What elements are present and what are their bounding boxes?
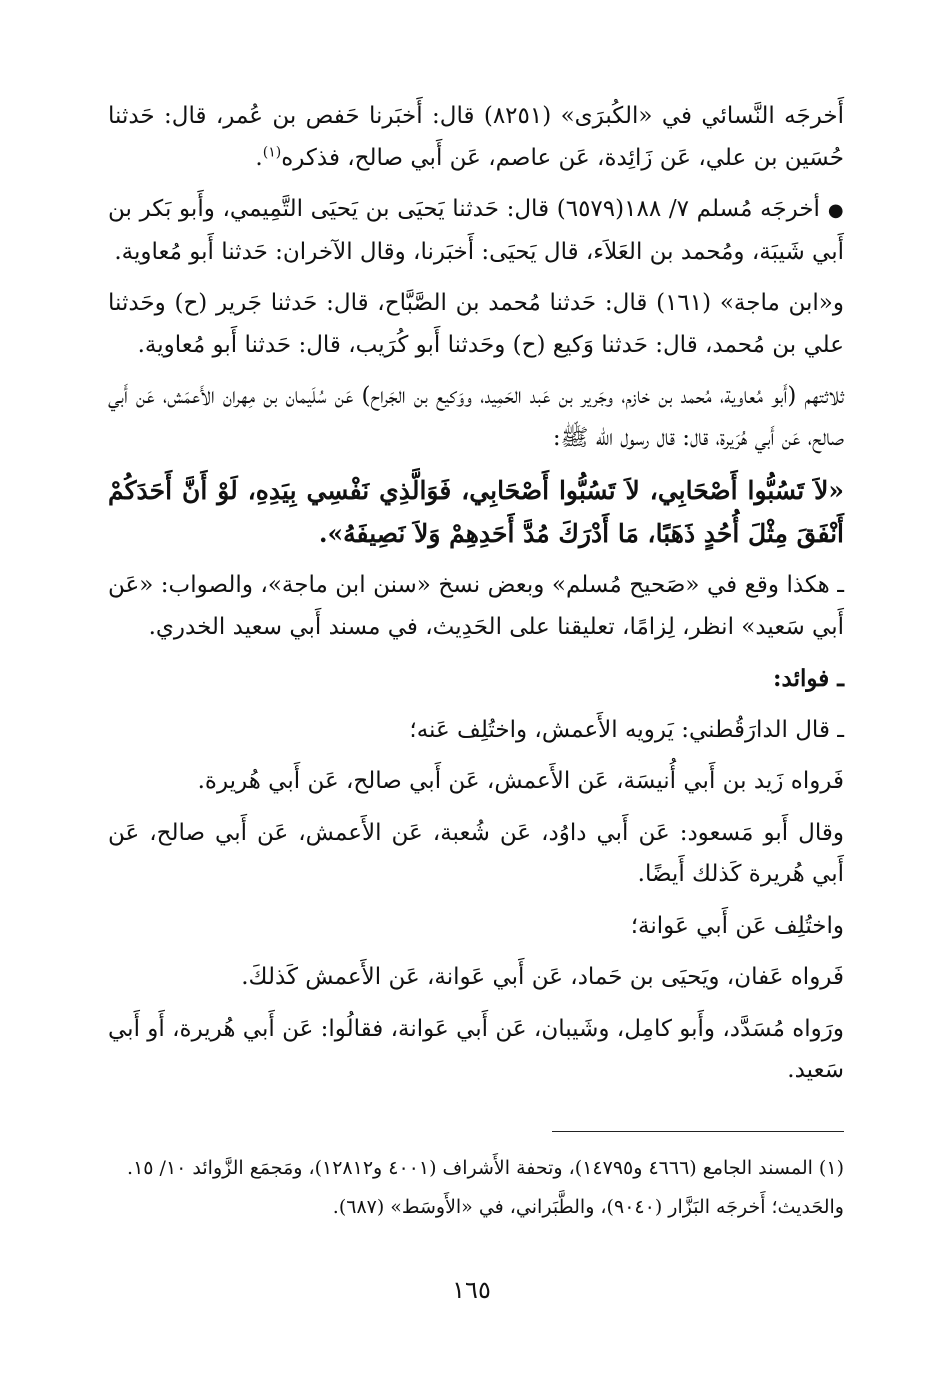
footnote-divider <box>552 1131 844 1132</box>
hadith-text: «لاَ تَسُبُّوا أَصْحَابِي، لاَ تَسُبُّوا أَصْحَابِي، فَوَالَّذِي نَفْسِي بِيَدِهِ، لَوْ أَنَّ أَحَدَكُمْ أَنْفَقَ مِثْلَ أُحُدٍ ذَهَبًا، مَا أَدْرَكَ مُدَّ أَحَدِهِمْ وَلاَ نَصِيفَهُ». <box>108 476 844 548</box>
main-text <box>108 96 844 1102</box>
paragraph-nasai-end: . <box>255 144 263 171</box>
paragraph-zayd: فَرواه زَيد بن أَبي أُنيسَة، عَن الأَعمش، عَن أَبي صالح، عَن أَبي هُريرة. <box>197 768 844 794</box>
footnote-1: (١) المسند الجامع (٤٦٦٦ و١٤٧٩٥)، وتحفة الأَشراف (٤٠٠١ و١٢٨١٢)، ومَجمَع الزَّوائد ١٠/ ١٥. <box>127 1157 844 1179</box>
footnote-2: والحَديث؛ أَخرجَه البَزَّار (٩٠٤٠)، والطَّبَراني، في «الأَوسَط» (٦٨٧). <box>332 1196 844 1218</box>
paragraph-musaddad: ورَواه مُسَدَّد، وأَبو كامِل، وشَيبان، عَن أَبي عَوانة، فقالُوا: عَن أَبي هُريرة، أَو أَبي سَعيد. <box>108 1015 844 1083</box>
paragraph-daraqutni: ـ قال الدارَقُطني: يَرويه الأَعمش، واختُلِف عَنه؛ <box>409 716 844 743</box>
paragraph-muslim <box>108 189 844 273</box>
paragraph-correction: ـ هكذا وقع في «صَحيح مُسلم» وبعض نسخ «سنن ابن ماجة»، والصواب: «عَن أَبي سَعيد» انظر، لِزامًا، تعليقنا على الحَدِيث، في مسند أَبي سعيد الخدري. <box>108 572 844 640</box>
paragraph-chains: ثلاثتهم (أَبو مُعاوية، مُحمد بن خازم، وجَرير بن عَبد الحَمِيد، ووَكيع بن الجَراح) عَن سُلَيمان بن مِهران الأَعمَش، عَن أَبي صالح، عَن أَبي هُرَيرة، قال: قال رسول الله ﷺ: <box>108 383 844 451</box>
paragraph-muslim-text: أخرجَه مُسلم ٧/ ١٨٨(٦٥٧٩) قال: حَدثنا يَحيَى بن يَحيَى التَّمِيمي، وأَبو بَكر بن أَبي شَيبَة، ومُحمد بن العَلاَء، قال يَحيَى: أَخبَرنا، وقال الآخران: حَدثنا أَبو مُعاوية. <box>108 196 844 265</box>
paragraph-nasai <box>108 96 844 179</box>
benefits-heading: ـ فوائد: <box>773 665 844 692</box>
paragraph-affan: فَرواه عَفان، ويَحيَى بن حَماد، عَن أَبي عَوانة، عَن الأَعمش كَذلكَ. <box>241 964 844 990</box>
bullet-icon: ● <box>827 200 844 221</box>
footnotes <box>108 1152 844 1230</box>
paragraph-abu-awana: واختُلِف عَن أَبي عَوانة؛ <box>630 912 844 939</box>
paragraph-ibn-majah: و«ابن ماجة» (١٦١) قال: حَدثنا مُحمد بن الصَّبَّاح، قال: حَدثنا جَرير (ح) وحَدثنا علي بن مُحمد، قال: حَدثنا وَكيع (ح) وحَدثنا أَبو كُرَيب، قال: حَدثنا أَبو مُعاوية. <box>108 290 844 358</box>
footnote-reference[interactable]: (١) <box>262 143 282 160</box>
page-number: ١٦٥ <box>452 1276 491 1304</box>
paragraph-nasai-text: أَخرجَه النَّسائي في «الكُبرَى» (٨٢٥١) قال: أَخبَرنا حَفص بن عُمر، قال: حَدثنا حُسَين بن علي، عَن زَائِدة، عَن عاصم، عَن أَبي صالح، فذكره <box>108 103 845 171</box>
paragraph-abu-masud: وقال أَبو مَسعود: عَن أَبي داوُد، عَن شُعبة، عَن الأَعمش، عَن أَبي صالح، عَن أَبي هُريرة كَذلك أَيضًا. <box>108 819 844 887</box>
